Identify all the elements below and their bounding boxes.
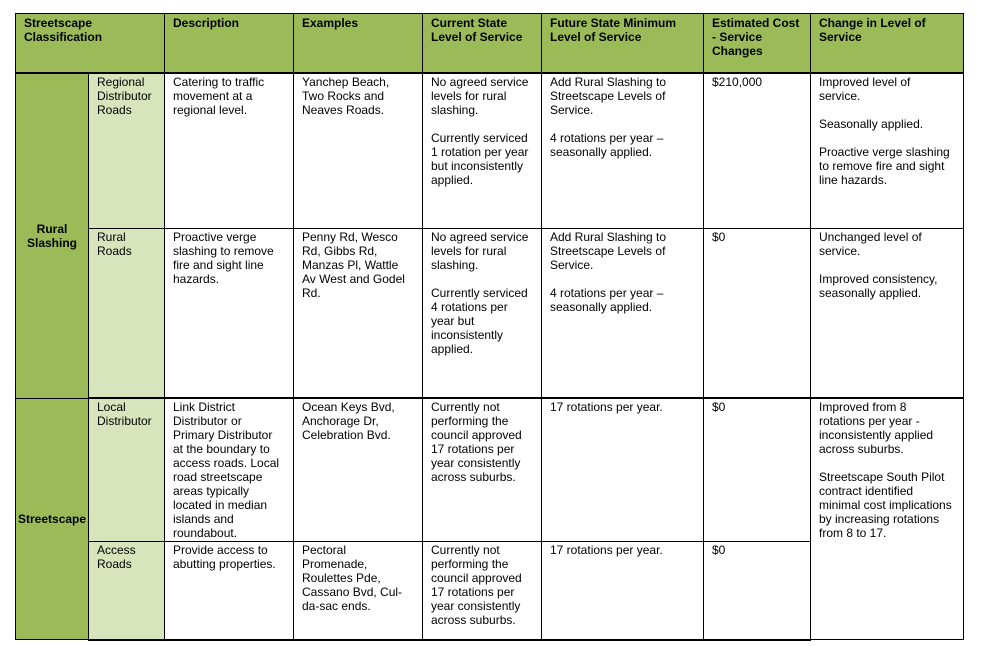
group-cell-streetscape: Streetscape — [16, 398, 89, 640]
future-state-cell — [542, 73, 704, 228]
future-state-para: Add Rural Slashing to Streetscape Levels of Service. — [550, 229, 670, 272]
description-cell: Proactive verge slashing to remove fire and sight line hazards. — [165, 228, 294, 398]
description-cell: Link District Distributor or Primary Distributor at the boundary to access roads. Local road streetscape areas typically located in median islands and roundabout. — [165, 398, 294, 542]
examples-cell: Yanchep Beach, Two Rocks and Neaves Roads. — [294, 73, 423, 228]
header-description: Description — [165, 14, 294, 74]
change-para: Unchanged level of service. — [819, 229, 926, 258]
change-para: Improved from 8 rotations per year - inconsistently applied across suburbs. — [819, 400, 937, 456]
change-cell — [811, 73, 964, 228]
header-estimated-cost: Estimated Cost - Service Changes — [704, 14, 811, 74]
change-para: Proactive verge slashing to remove fire and sight line hazards. — [819, 145, 954, 187]
current-state-cell: Currently not performing the council approved 17 rotations per year consistently across suburbs. — [423, 542, 542, 640]
current-state-para: Currently serviced 4 rotations per year but inconsistently applied. — [431, 285, 532, 356]
current-state-cell — [423, 228, 542, 398]
cost-cell: $0 — [704, 542, 811, 640]
change-cell — [811, 228, 964, 398]
header-row — [16, 14, 964, 74]
header-future-state: Future State Minimum Level of Service — [542, 14, 704, 74]
change-para: Improved consistency, seasonally applied. — [819, 271, 941, 300]
future-state-para: Add Rural Slashing to Streetscape Levels of Service. — [550, 75, 670, 117]
future-state-para: 4 rotations per year – seasonally applied. — [550, 131, 667, 159]
examples-cell: Pectoral Promenade, Roulettes Pde, Cassano Bvd, Cul-da-sac ends. — [294, 542, 423, 640]
header-classification: Streetscape Classification — [16, 14, 165, 74]
current-state-para: No agreed service levels for rural slashing. — [431, 229, 532, 272]
current-state-para: Currently serviced 1 rotation per year but inconsistently applied. — [431, 131, 532, 187]
change-para: Seasonally applied. — [819, 117, 924, 131]
current-state-cell — [423, 73, 542, 228]
subclass-cell: Access Roads — [89, 542, 165, 640]
header-change-level: Change in Level of Service — [811, 14, 964, 74]
future-state-cell: 17 rotations per year. — [542, 398, 704, 542]
subclass-cell: Rural Roads — [89, 228, 165, 398]
description-cell: Provide access to abutting properties. — [165, 542, 294, 640]
header-examples: Examples — [294, 14, 423, 74]
table-row — [16, 228, 964, 398]
examples-cell: Penny Rd, Wesco Rd, Gibbs Rd, Manzas Pl, Wattle Av West and Godel Rd. — [294, 228, 423, 398]
table-row — [16, 73, 964, 228]
current-state-para: No agreed service levels for rural slashing. — [431, 75, 532, 117]
cost-cell: $0 — [704, 228, 811, 398]
future-state-para: 4 rotations per year – seasonally applied. — [550, 285, 667, 314]
description-cell: Catering to traffic movement at a regional level. — [165, 73, 294, 228]
change-para: Improved level of service. — [819, 75, 914, 103]
change-cell — [811, 398, 964, 640]
cost-cell: $210,000 — [704, 73, 811, 228]
table-row — [16, 398, 964, 542]
future-state-cell: 17 rotations per year. — [542, 542, 704, 640]
change-para: Streetscape South Pilot contract identified minimal cost implications by increasing rotations from 8 to 17. — [819, 470, 956, 540]
header-current-state: Current State Level of Service — [423, 14, 542, 74]
future-state-cell — [542, 228, 704, 398]
subclass-cell: Regional Distributor Roads — [89, 73, 165, 228]
cost-cell: $0 — [704, 398, 811, 542]
examples-cell: Ocean Keys Bvd, Anchorage Dr, Celebration Bvd. — [294, 398, 423, 542]
current-state-cell: Currently not performing the council approved 17 rotations per year consistently across suburbs. — [423, 398, 542, 542]
subclass-cell: Local Distributor — [89, 398, 165, 542]
service-level-table — [15, 13, 964, 641]
group-cell-rural-slashing: Rural Slashing — [16, 73, 89, 398]
